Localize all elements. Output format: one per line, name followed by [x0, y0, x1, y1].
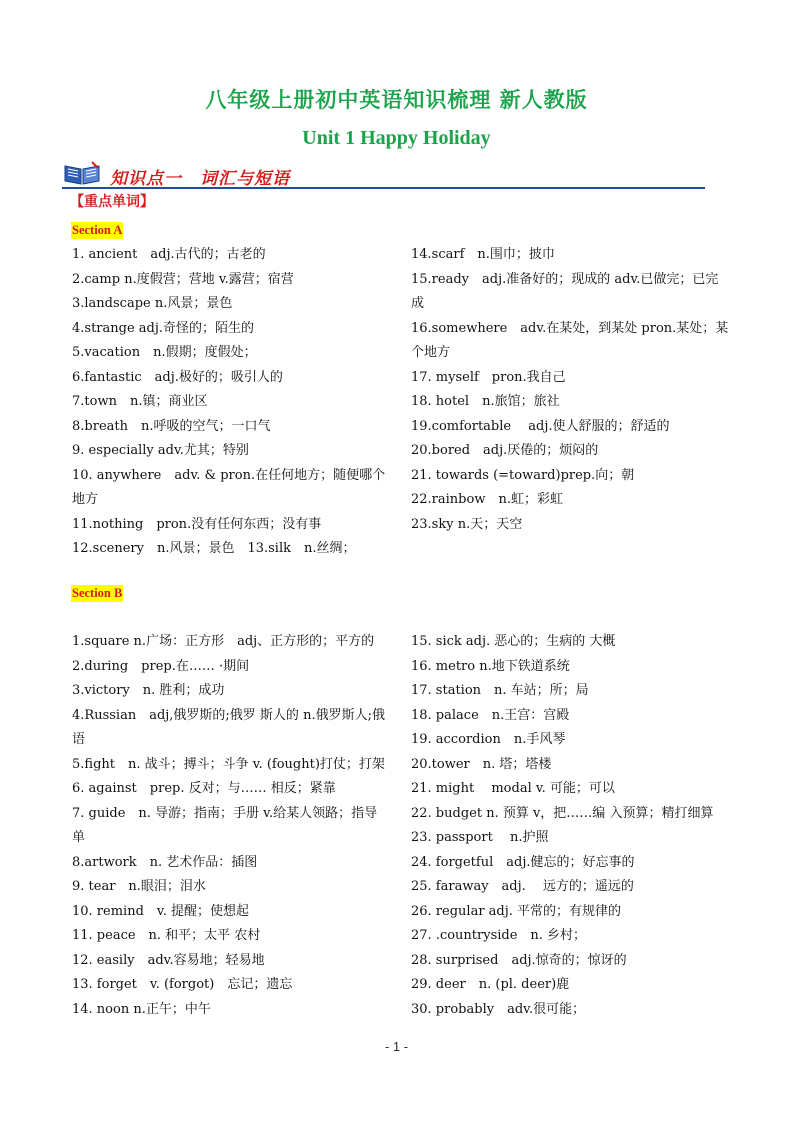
section-heading: 知识点一 词汇与短语	[110, 169, 290, 189]
vocab-item: 8.artwork n. 艺术作品：插图	[72, 854, 258, 870]
vocab-item: 2.during prep.在…… ·期间	[72, 658, 250, 674]
vocab-item: 11. peace n. 和平；太平 农村	[72, 928, 261, 943]
vocab-item: 20.bored adj.厌倦的；烦闷的	[411, 443, 599, 458]
vocab-item: 25. faraway adj. 远方的；遥远的	[411, 879, 634, 894]
vocab-item: 16. metro n.地下铁道系统	[411, 658, 570, 674]
vocab-item: 7.town n.镇；商业区	[72, 394, 208, 409]
vocab-item: 5.fight n. 战斗；搏斗；斗争 v. (fought)打仗；打架	[72, 756, 385, 772]
vocab-item: 30. probably adv.很可能；	[411, 1001, 586, 1017]
page-number: - 1 -	[384, 1039, 409, 1054]
vocab-item: 15.ready adj.准备好的；现成的 adv.已做完；已完成	[411, 271, 719, 311]
section-a-left-column	[72, 243, 390, 562]
section-a-label: Section A	[72, 223, 123, 237]
vocab-item: 17. station n. 车站；所；局	[411, 683, 589, 698]
vocab-item: 20.tower n. 塔；塔楼	[411, 756, 552, 772]
vocab-item: 11.nothing pron.没有任何东西；没有事	[72, 516, 322, 532]
section-a-right-column	[411, 243, 729, 537]
vocab-item: 6.fantastic adj.极好的；吸引人的	[72, 369, 283, 385]
vocab-item: 18. palace n.王宫：宫殿	[411, 707, 570, 723]
vocab-item: 18. hotel n.旅馆；旅社	[411, 394, 560, 409]
subheading-key-words: 【重点单词】	[70, 194, 154, 210]
unit-title: Unit 1 Happy Holiday	[302, 127, 491, 149]
vocab-item: 8.breath n.呼吸的空气；一口气	[72, 418, 271, 434]
vocab-item: 9. tear n.眼泪；泪水	[72, 879, 206, 894]
vocab-item: 14.scarf n.围巾；披巾	[411, 247, 555, 262]
vocab-item: 15. sick adj. 恶心的；生病的 大概	[411, 634, 616, 649]
vocab-item: 9. especially adv.尤其；特别	[72, 443, 249, 458]
vocab-item: 1. ancient adj.古代的；古老的	[72, 247, 266, 262]
vocab-item: 6. against prep. 反对；与…… 相反；紧靠	[72, 781, 336, 796]
vocab-item: 2.camp n.度假营；营地 v.露营；宿营	[72, 271, 294, 287]
vocab-item: 12. easily adv.容易地；轻易地	[72, 952, 265, 968]
vocab-item: 21. might modal v. 可能；可以	[411, 781, 615, 796]
vocab-item: 29. deer n. (pl. deer)鹿	[411, 977, 570, 992]
vocab-item: 14. noon n.正午；中午	[72, 1001, 211, 1017]
vocab-item: 1.square n.广场：正方形 adj、正方形的；平方的	[72, 634, 375, 649]
vocab-item: 26. regular adj. 平常的；有规律的	[411, 903, 622, 919]
vocab-item: 4.strange adj.奇怪的；陌生的	[72, 320, 255, 336]
vocab-item: 10. remind v. 提醒；使想起	[72, 903, 249, 919]
vocab-item: 23. passport n.护照	[411, 830, 549, 845]
vocab-item: 17. myself pron.我自己	[411, 369, 566, 385]
vocab-item: 21. towards (=toward)prep.向；朝	[411, 467, 635, 483]
vocab-item: 3.landscape n.风景；景色	[72, 296, 233, 311]
vocab-item: 19.comfortable adj.使人舒服的；舒适的	[411, 418, 670, 434]
vocab-item: 23.sky n.天；天空	[411, 516, 523, 532]
vocab-item: 10. anywhere adv. & pron.在任何地方；随便哪个地方	[72, 467, 386, 507]
vocab-item: 13. forget v. (forgot) 忘记；遗忘	[72, 977, 293, 992]
vocab-item: 27. .countryside n. 乡村；	[411, 928, 587, 943]
section-heading-bar	[62, 161, 705, 189]
section-b-label: Section B	[72, 586, 123, 600]
vocab-item: 22.rainbow n.虹；彩虹	[411, 492, 563, 507]
vocab-item: 12.scenery n.风景；景色 13.silk n.丝绸；	[72, 541, 356, 556]
section-b-right-column	[411, 630, 729, 1022]
page-title: 八年级上册初中英语知识梳理 新人教版	[205, 87, 588, 112]
vocab-item: 19. accordion n.手风琴	[411, 732, 566, 747]
vocab-item: 24. forgetful adj.健忘的；好忘事的	[411, 854, 635, 870]
vocab-item: 7. guide n. 导游；指南；手册 v.给某人领路；指导单	[72, 805, 378, 845]
vocab-item: 22. budget n. 预算 v，把……编 入预算；精打细算	[411, 805, 714, 821]
vocab-item: 5.vacation n.假期；度假处；	[72, 345, 257, 360]
section-b-left-column	[72, 630, 390, 1022]
open-book-icon	[62, 160, 102, 186]
vocab-item: 16.somewhere adv.在某处，到某处 pron.某处；某个地方	[411, 320, 729, 360]
vocab-item: 28. surprised adj.惊奇的；惊讶的	[411, 952, 627, 968]
vocab-item: 3.victory n. 胜利；成功	[72, 683, 225, 698]
vocab-item: 4.Russian adj,俄罗斯的;俄罗 斯人的 n.俄罗斯人;俄语	[72, 707, 385, 747]
